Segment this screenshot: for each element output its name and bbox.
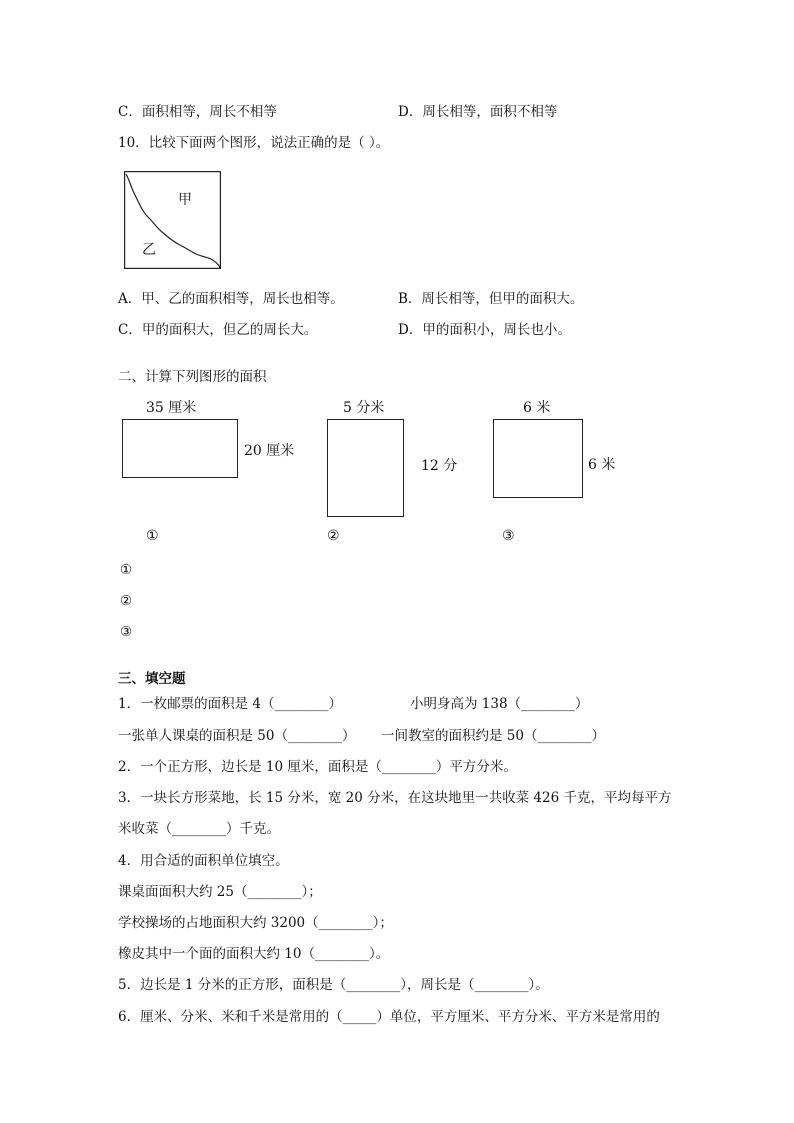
s3-q3-line2: 米收菜（________）千克。 — [118, 821, 280, 837]
s3-q1-c: 一张单人课桌的面积是 50（________） — [118, 728, 356, 744]
label-jia: 甲 — [178, 192, 192, 208]
q10-dividing-curve — [126, 174, 220, 268]
q10-figure-border — [125, 172, 221, 269]
figure2-top-label: 5 分米 — [343, 400, 385, 416]
q10-option-b: B．周长相等，但甲的面积大。 — [398, 291, 584, 307]
s3-q4-b: 学校操场的占地面积大约 3200（________）； — [118, 915, 393, 931]
q9-option-d: D．周长相等，面积不相等 — [398, 104, 558, 120]
figure3-side-label: 6 米 — [588, 457, 616, 473]
figure1-top-label: 35 厘米 — [146, 400, 197, 416]
figure2-side-label: 12 分 — [421, 458, 458, 474]
answer-2-marker: ② — [120, 593, 133, 609]
figure3-index: ③ — [502, 528, 515, 544]
figure1-index: ① — [146, 528, 159, 544]
s3-q6: 6．厘米、分米、米和千米是常用的（_____）单位，平方厘米、平方分米、平方米是常用的 — [118, 1009, 660, 1025]
figure2-rectangle — [327, 419, 404, 517]
answer-1-marker: ① — [120, 562, 133, 578]
answer-3-marker: ③ — [120, 624, 133, 640]
s3-q2: 2．一个正方形，边长是 10 厘米，面积是（________）平方分米。 — [118, 759, 517, 775]
q10-option-d: D．甲的面积小，周长也小。 — [398, 322, 571, 338]
s3-q4-stem: 4．用合适的面积单位填空。 — [118, 853, 289, 869]
s3-q5: 5．边长是 1 分米的正方形，面积是（________），周长是（________）。 — [118, 977, 549, 993]
figure3-top-label: 6 米 — [523, 400, 551, 416]
q10-option-a: A．甲、乙的面积相等，周长也相等。 — [118, 291, 344, 307]
q10-stem: 10．比较下面两个图形，说法正确的是（ ）。 — [118, 135, 390, 151]
q9-option-c: C．面积相等，周长不相等 — [118, 104, 277, 120]
figure2-index: ② — [327, 528, 340, 544]
s3-q1-d: 一间教室的面积约是 50（________） — [381, 728, 605, 744]
s3-q3-line1: 3．一块长方形菜地，长 15 分米，宽 20 分米，在这块地里一共收菜 426 千克，平均每平方 — [118, 790, 672, 806]
q10-option-c: C．甲的面积大，但乙的周长大。 — [118, 322, 318, 338]
s3-q1-a: 1．一枚邮票的面积是 4（________） — [118, 696, 342, 712]
q10-figure — [124, 171, 221, 269]
s3-q4-a: 课桌面面积大约 25（________）； — [118, 884, 322, 900]
q10-figure-svg — [124, 171, 221, 269]
s3-q4-c: 橡皮其中一个面的面积大约 10（________）。 — [118, 946, 390, 962]
figure3-square — [493, 419, 583, 498]
s3-q1-b: 小明身高为 138（________） — [410, 696, 589, 712]
label-yi: 乙 — [142, 242, 156, 258]
figure1-side-label: 20 厘米 — [244, 443, 295, 459]
figure1-rectangle — [122, 419, 238, 478]
section2-title: 二、计算下列图形的面积 — [118, 369, 267, 385]
section3-title: 三、填空题 — [118, 671, 186, 687]
